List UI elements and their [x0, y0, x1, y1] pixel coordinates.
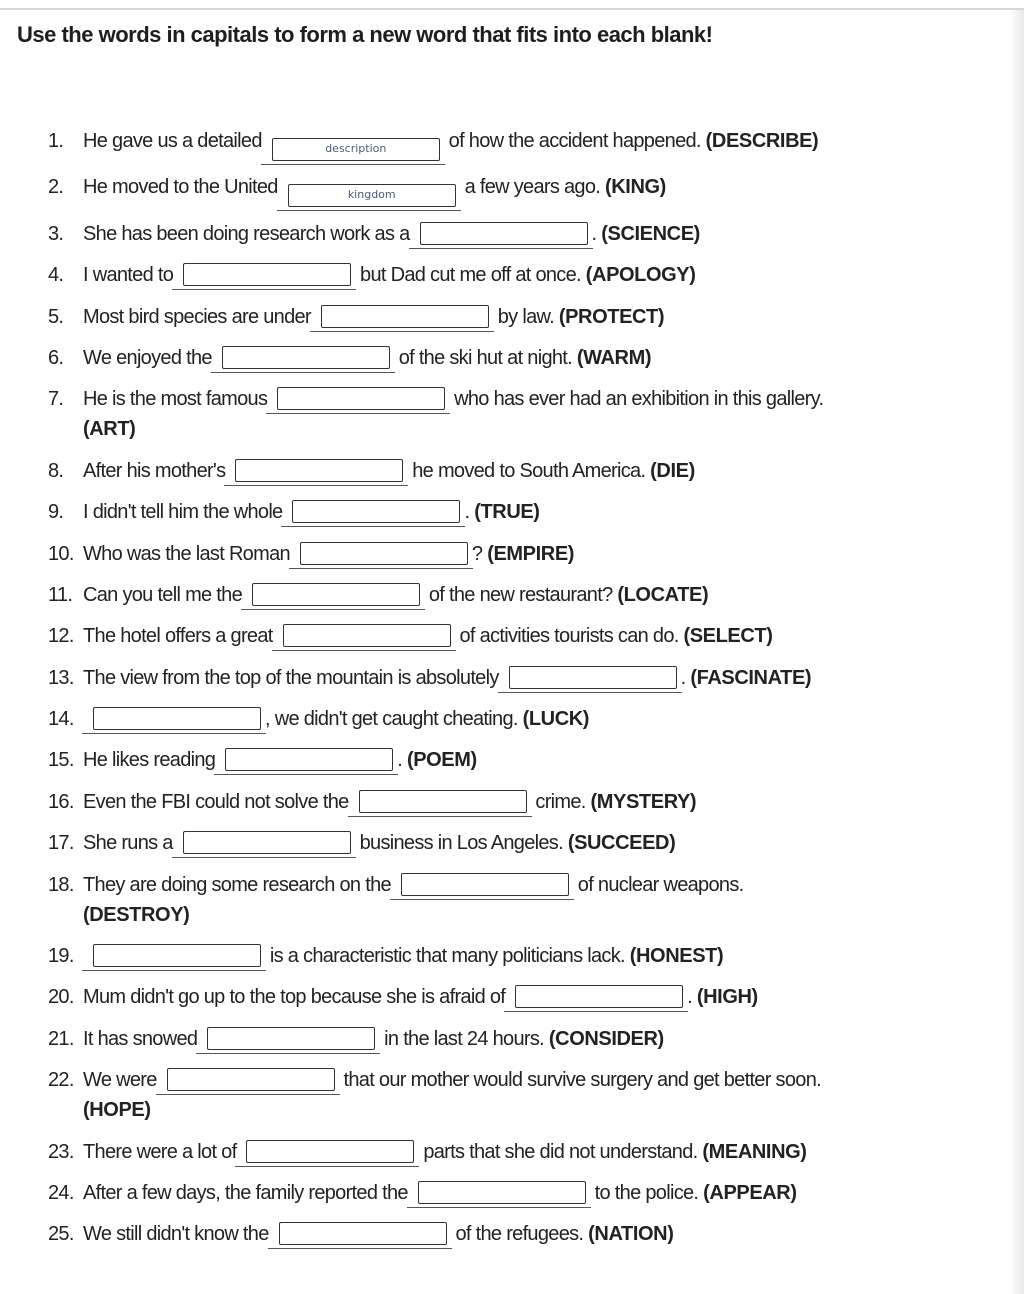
item-number: 14.: [48, 708, 74, 731]
item-text-after: he moved to South America.: [412, 459, 646, 482]
exercise-item-14: [48, 704, 998, 734]
cue-word: (DESTROY): [83, 903, 190, 926]
item-number: 15.: [48, 749, 74, 772]
item-number: 3.: [48, 222, 64, 245]
answer-field-14[interactable]: [93, 707, 261, 730]
item-text-after: of nuclear weapons.: [577, 873, 744, 896]
exercise-item-1: [48, 126, 998, 161]
item-text-after: in the last 24 hours.: [384, 1027, 545, 1050]
item-text-after: that our mother would survive surgery and get better soon.: [343, 1069, 821, 1092]
exercise-item-23: [48, 1137, 998, 1167]
cue-word: (MEANING): [702, 1140, 807, 1163]
item-text-before: We still didn't know the: [83, 1223, 269, 1246]
exercise-item-18: [48, 870, 998, 930]
item-text-after: .: [591, 222, 597, 245]
item-number: 7.: [48, 388, 64, 411]
item-text-after: business in Los Angeles.: [359, 832, 563, 855]
item-text-after: .: [464, 501, 470, 524]
item-number: 25.: [48, 1223, 74, 1246]
item-text-before: Can you tell me the: [83, 583, 243, 606]
answer-field-21[interactable]: [207, 1027, 375, 1050]
exercise-item-3: [48, 219, 998, 249]
item-number: 1.: [48, 130, 64, 152]
cue-word: (DIE): [650, 459, 695, 482]
cue-word: (EMPIRE): [487, 542, 575, 565]
cue-word: (SELECT): [683, 625, 773, 648]
cue-word: (HOPE): [83, 1099, 151, 1122]
item-text-after: .: [687, 986, 693, 1009]
item-number: 6.: [48, 346, 64, 369]
answer-field-11[interactable]: [252, 583, 420, 606]
answer-field-18[interactable]: [401, 873, 569, 896]
item-text-before: He is the most famous: [83, 388, 268, 411]
answer-field-9[interactable]: [292, 500, 460, 523]
cue-word: (HIGH): [696, 986, 758, 1009]
exercise-item-11: [48, 580, 998, 610]
item-number: 20.: [48, 986, 74, 1009]
answer-field-8[interactable]: [235, 459, 403, 482]
item-text-before: The hotel offers a great: [83, 625, 273, 648]
answer-field-5[interactable]: [321, 305, 489, 328]
exercise-item-13: [48, 663, 998, 693]
answer-field-1[interactable]: description: [272, 138, 440, 161]
item-number: 5.: [48, 305, 64, 328]
cue-word: (SUCCEED): [567, 832, 676, 855]
item-text-after: parts that she did not understand.: [423, 1140, 698, 1163]
item-number: 21.: [48, 1027, 74, 1050]
answer-field-12[interactable]: [283, 624, 451, 647]
cue-word: (CONSIDER): [548, 1027, 664, 1050]
exercise-item-2: [48, 172, 998, 207]
item-number: 24.: [48, 1181, 74, 1204]
item-text-after: of the new restaurant?: [428, 583, 613, 606]
answer-field-17[interactable]: [183, 831, 351, 854]
item-text-before: Even the FBI could not solve the: [83, 790, 349, 813]
item-text-after: of activities tourists can do.: [459, 625, 679, 648]
answer-field-22[interactable]: [167, 1068, 335, 1091]
item-text-after: ?: [471, 542, 483, 565]
cue-word: (TRUE): [474, 501, 540, 524]
answer-field-16[interactable]: [359, 790, 527, 813]
cue-word: (SCIENCE): [601, 222, 700, 245]
exercise-item-6: [48, 343, 998, 373]
item-text-after: of the ski hut at night.: [398, 346, 573, 369]
answer-field-6[interactable]: [222, 346, 390, 369]
item-text-before: It has snowed: [83, 1027, 198, 1050]
cue-word: (PROTECT): [558, 305, 665, 328]
exercise-item-16: [48, 787, 998, 817]
exercise-item-19: [48, 941, 998, 971]
cue-word: (APOLOGY): [585, 264, 696, 287]
item-text-before: He moved to the United: [83, 176, 278, 199]
answer-field-23[interactable]: [246, 1140, 414, 1163]
item-text-after: of the refugees.: [455, 1223, 584, 1246]
cue-word: (LOCATE): [617, 583, 709, 606]
item-text-before: I wanted to: [83, 264, 174, 287]
exercise-item-8: [48, 456, 998, 486]
cue-word: (FASCINATE): [690, 666, 812, 689]
answer-field-4[interactable]: [183, 263, 351, 286]
cue-word: (MYSTERY): [590, 790, 697, 813]
instruction-heading: Use the words in capitals to form a new word that fits into each blank!: [17, 22, 713, 47]
exercise-item-22: [48, 1065, 998, 1125]
answer-field-13[interactable]: [509, 666, 677, 689]
item-text-after: .: [680, 666, 686, 689]
cue-word: (NATION): [588, 1223, 674, 1246]
answer-field-20[interactable]: [515, 985, 683, 1008]
answer-field-15[interactable]: [225, 748, 393, 771]
item-text-before: We enjoyed the: [83, 346, 212, 369]
item-number: 16.: [48, 790, 74, 813]
answer-field-3[interactable]: [420, 222, 588, 245]
cue-word: (LUCK): [522, 708, 590, 731]
cue-word: (POEM): [406, 749, 477, 772]
answer-field-25[interactable]: [279, 1222, 447, 1245]
answer-field-24[interactable]: [418, 1181, 586, 1204]
item-number: 17.: [48, 832, 74, 855]
item-text-before: Who was the last Roman: [83, 542, 290, 565]
item-number: 12.: [48, 625, 74, 648]
cue-word: (APPEAR): [703, 1181, 797, 1204]
exercise-item-12: [48, 621, 998, 651]
exercise-item-17: [48, 828, 998, 858]
item-text-after: , we didn't get caught cheating.: [265, 708, 518, 731]
item-text-after: who has ever had an exhibition in this gallery.: [454, 388, 824, 411]
item-text-before: Mum didn't go up to the top because she is afraid of: [83, 986, 506, 1009]
item-text-before: After his mother's: [83, 459, 226, 482]
item-text-before: They are doing some research on the: [83, 873, 391, 896]
exercise-item-7: [48, 384, 998, 444]
item-text-before: She has been doing research work as a: [83, 222, 410, 245]
item-text-after: to the police.: [594, 1181, 699, 1204]
exercise-item-25: [48, 1219, 998, 1249]
item-text-after: of how the accident happened.: [448, 130, 701, 152]
item-text-after: a few years ago.: [464, 176, 601, 199]
item-number: 22.: [48, 1069, 74, 1092]
item-number: 18.: [48, 873, 74, 896]
exercise-item-24: [48, 1178, 998, 1208]
item-text-before: I didn't tell him the whole: [83, 501, 283, 524]
item-number: 10.: [48, 542, 74, 565]
item-text-before: We were: [83, 1069, 157, 1092]
cue-word: (HONEST): [629, 945, 724, 968]
exercise-item-15: [48, 745, 998, 775]
answer-field-10[interactable]: [300, 542, 468, 565]
item-number: 8.: [48, 459, 64, 482]
cue-word: (DESCRIBE): [705, 130, 819, 152]
top-border-line: [0, 8, 1024, 10]
item-number: 23.: [48, 1140, 74, 1163]
cue-word: (ART): [83, 418, 136, 441]
page-edge-shadow: [1010, 10, 1024, 1294]
cue-word: (KING): [605, 176, 666, 199]
item-text-before: He likes reading: [83, 749, 216, 772]
item-text-after: by law.: [497, 305, 554, 328]
answer-field-7[interactable]: [277, 387, 445, 410]
item-text-before: After a few days, the family reported the: [83, 1181, 408, 1204]
item-text-after: but Dad cut me off at once.: [360, 264, 581, 287]
exercise-list: [48, 126, 998, 1261]
exercise-item-20: [48, 982, 998, 1012]
item-text-after: crime.: [535, 790, 586, 813]
item-number: 13.: [48, 666, 74, 689]
item-number: 2.: [48, 176, 64, 199]
exercise-item-21: [48, 1024, 998, 1054]
answer-field-19[interactable]: [93, 944, 261, 967]
exercise-item-10: [48, 539, 998, 569]
exercise-item-4: [48, 260, 998, 290]
exercise-item-5: [48, 302, 998, 332]
cue-word: (WARM): [576, 346, 652, 369]
item-text-before: The view from the top of the mountain is absolutely: [83, 666, 499, 689]
item-text-after: is a characteristic that many politicians lack.: [269, 945, 625, 968]
item-number: 9.: [48, 501, 64, 524]
item-text-before: He gave us a detailed: [83, 130, 262, 152]
exercise-item-9: [48, 497, 998, 527]
item-number: 11.: [48, 583, 73, 606]
item-text-after: .: [397, 749, 403, 772]
answer-field-2[interactable]: kingdom: [288, 184, 456, 207]
item-text-before: Most bird species are under: [83, 305, 311, 328]
item-number: 4.: [48, 264, 64, 287]
item-number: 19.: [48, 945, 74, 968]
item-text-before: There were a lot of: [83, 1140, 237, 1163]
item-text-before: She runs a: [83, 832, 173, 855]
